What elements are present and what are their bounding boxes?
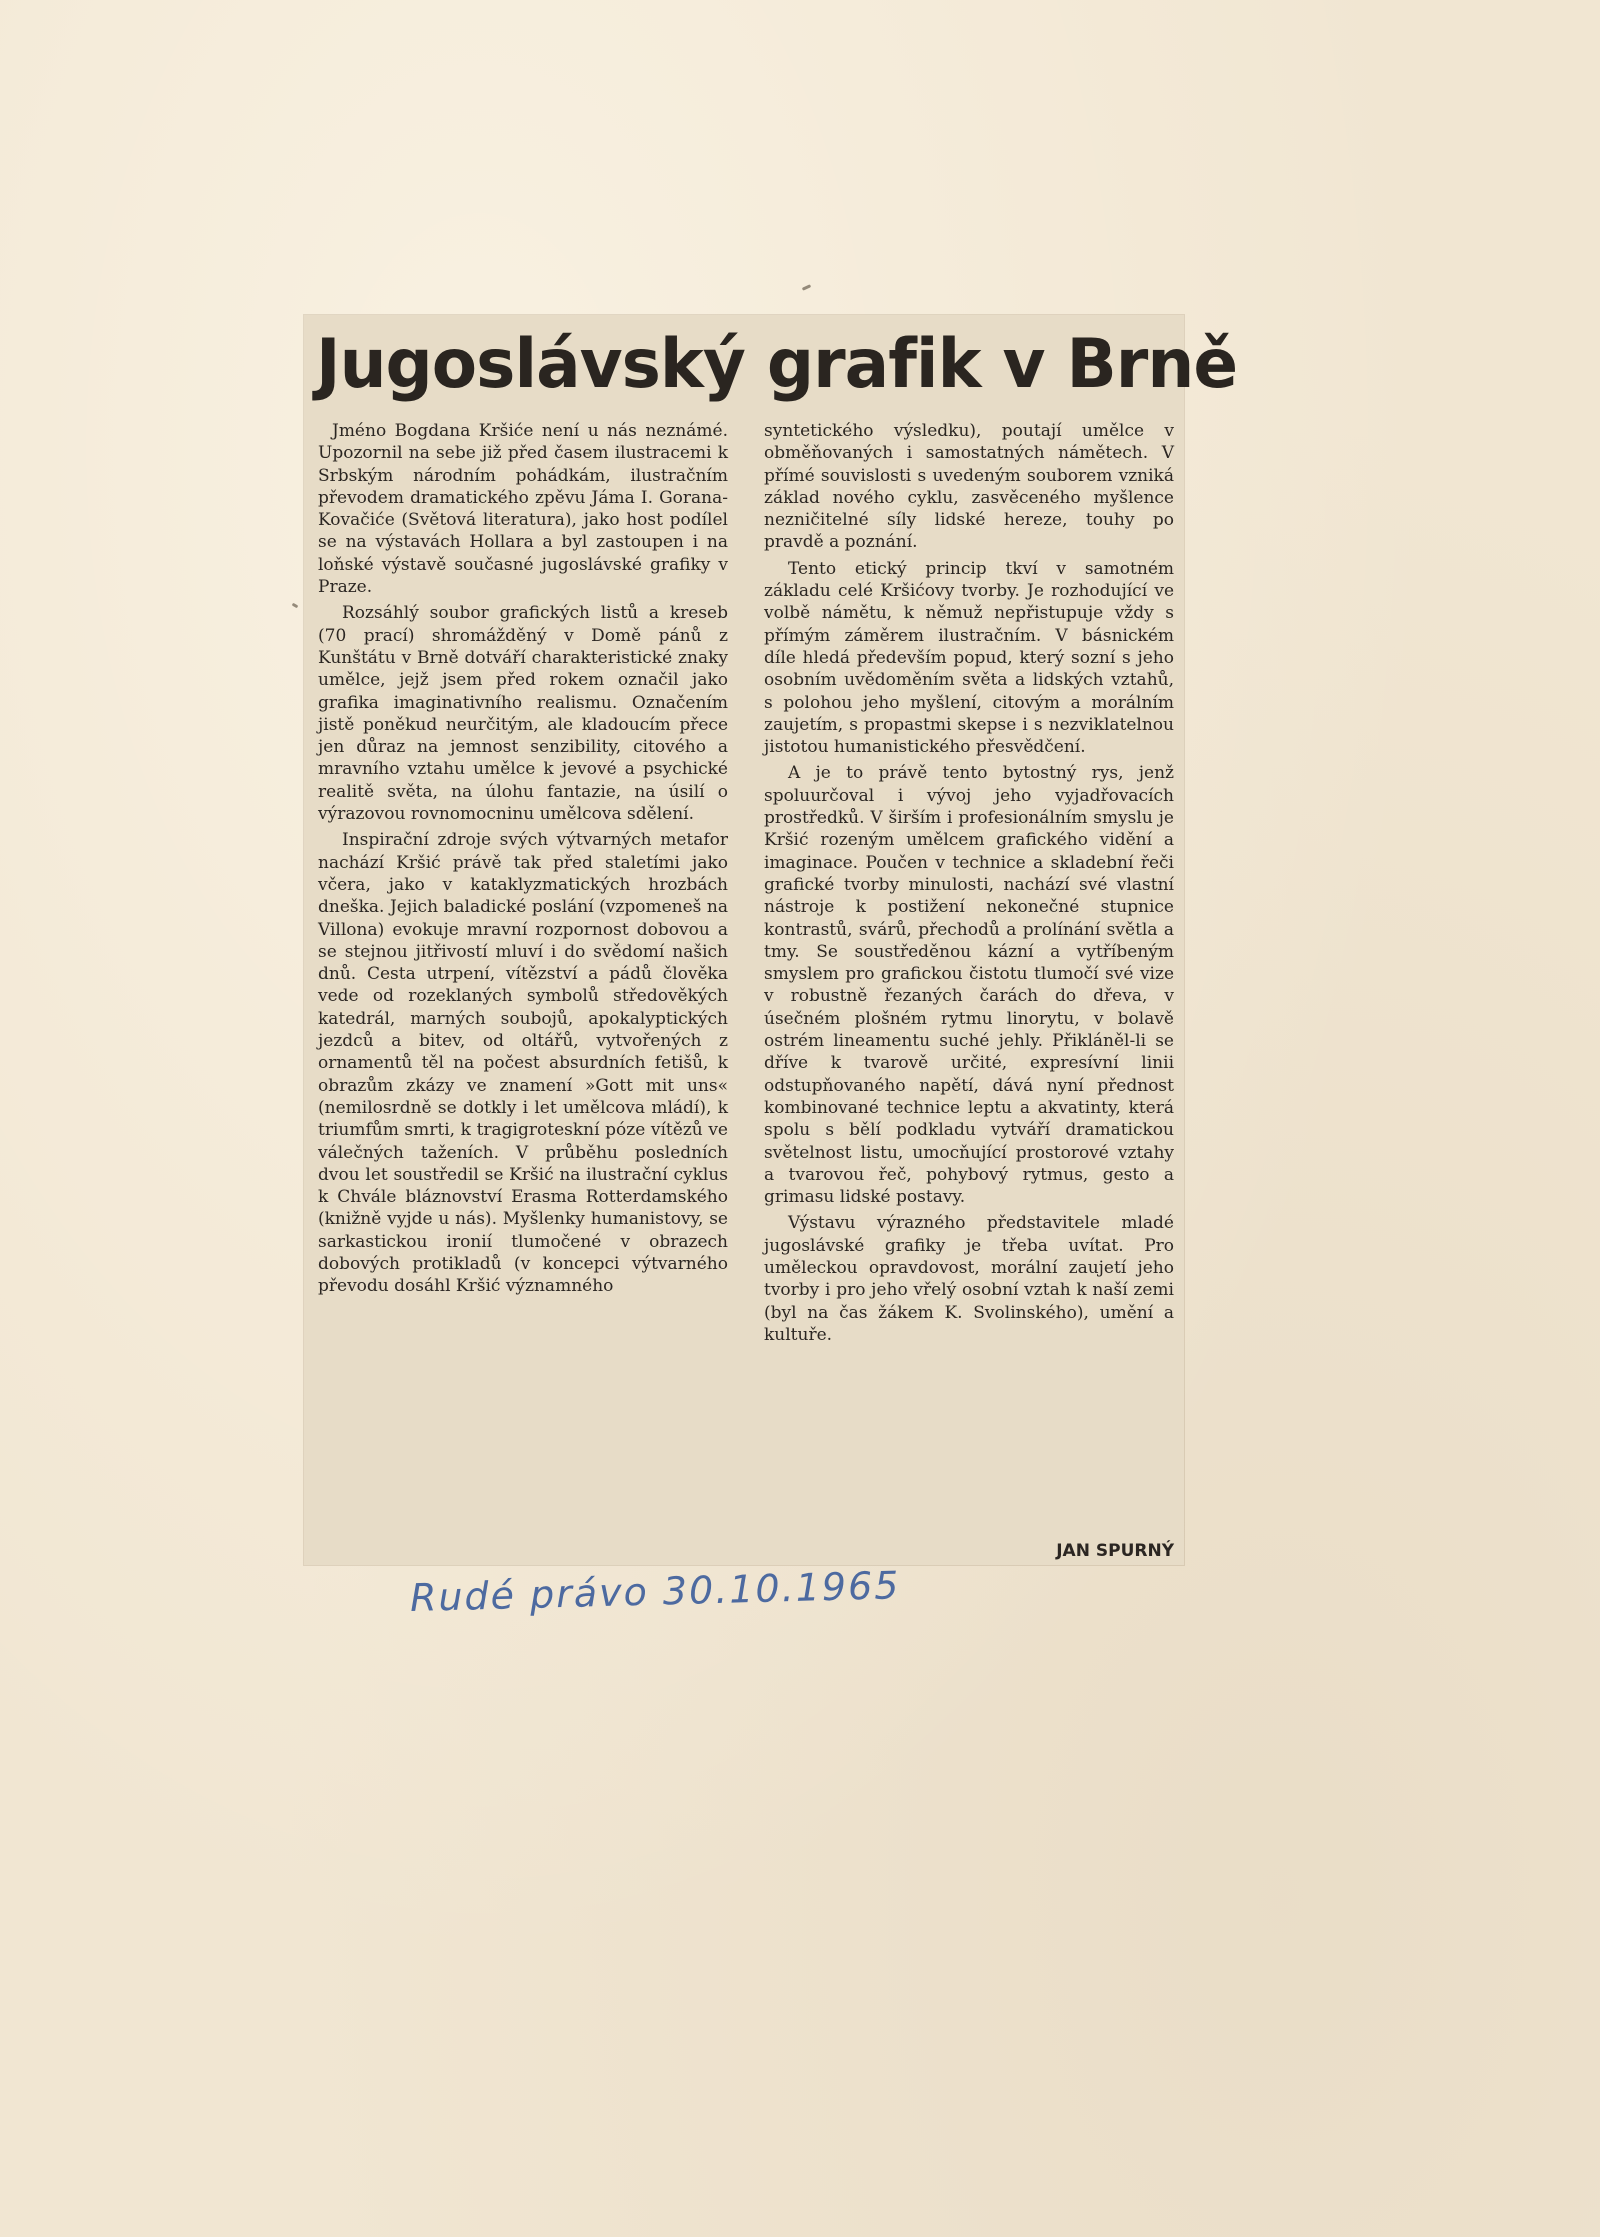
- author-byline: JAN SPURNÝ: [1056, 1541, 1174, 1561]
- handwritten-source-note: Rudé právo 30.10.1965: [409, 1563, 901, 1620]
- paragraph: Výstavu výrazného představitele mladé jugoslávské grafiky je třeba uvítat. Pro uměleckou opravdovost, morální zaujetí jeho tvorby i pro jeho vřelý osobní vztah k naší zemi (byl na čas žákem K. Svolinského), umění a kultuře.: [764, 1213, 1174, 1345]
- paragraph: A je to právě tento bytostný rys, jenž spoluurčoval i vývoj jeho vyjadřovacích prostředků. V širším i profesionálním smyslu je Kršić rozeným umělcem grafického vidění a imaginace. Poučen v technice a skladební řeči grafické tvorby minulosti, nachází své vlastní nástroje k postižení nekonečné stupnice kontrastů, svárů, přechodů a prolínání světla a tmy. Se soustředěnou kázní a vytříbeným smyslem pro grafickou čistotu tlumočí své vize v robustně řezaných čarách do dřeva, v úsečném plošném rytmu linorytu, v bolavě ostrém lineamentu suché jehly. Přikláněl-li se dříve k tvarově určité, expresívní linii odstupňovaného napětí, dává nyní přednost kombinované technice leptu a akvatinty, která spolu s bělí podkladu vytváří dramatickou světelnost listu, umocňující prostorové vztahy a tvarovou řeč, pohybový rytmus, gesto a grimasu lidské postavy.: [764, 763, 1174, 1208]
- paragraph: Inspirační zdroje svých výtvarných metafor nachází Kršić právě tak před staletími jako včera, jako v kataklyzmatických hrozbách dneška. Jejich baladické poslání (vzpomeneš na Villona) evokuje mravní rozpornost dobovou a se stejnou jitřivostí mluví i do svědomí našich dnů. Cesta utrpení, vítězství a pádů člověka vede od rozeklaných symbolů středověkých katedrál, marných soubojů, apokalyptických jezdců a bitev, od oltářů, vytvořených z ornamentů těl na počest absurdních fetišů, k obrazům zkázy ve znamení »Gott mit uns« (nemilosrdně se dotkly i let umělcova mládí), k triumfům smrti, k tragigroteskní póze vítězů ve válečných taženích. V průběhu posledních dvou let soustředil se Kršić na ilustrační cyklus k Chvále bláznovství Erasma Rotterdamského (knižně vyjde u nás). Myšlenky humanistovy, se sarkastickou ironií tlumočené v obrazech dobových protikladů (v koncepci výtvarného převodu dosáhl Kršić významného: [318, 830, 728, 1297]
- paragraph: syntetického výsledku), poutají umělce v obměňovaných i samostatných námětech. V přímé souvislosti s uvedeným souborem vzniká základ nového cyklu, zasvěceného myšlence nezničitelné síly lidské hereze, touhy po pravdě a poznání.: [764, 421, 1174, 553]
- paragraph: Tento etický princip tkví v samotném základu celé Kršićovy tvorby. Je rozhodující ve volbě námětu, k němuž nepřistupuje vždy s přímým záměrem ilustračním. V básnickém díle hledá především popud, který sozní s jeho osobním uvědoměním světa a lidských vztahů, s polohou jeho myšlení, citovým a morálním zaujetím, s propastmi skepse i s nezviklatelnou jistotou humanistického přesvědčení.: [764, 558, 1174, 758]
- article-headline: Jugoslávský grafik v Brně: [316, 325, 1238, 404]
- article-column-right: [764, 420, 1174, 1350]
- article-column-left: [318, 420, 728, 1302]
- paragraph: Rozsáhlý soubor grafických listů a kreseb (70 prací) shromážděný v Domě pánů z Kunštátu v Brně dotváří charakteristické znaky umělce, jejž jsem před rokem označil jako grafika imaginativního realismu. Označením jistě poněkud neurčitým, ale kladoucím přece jen důraz na jemnost senzibility, citového a mravního vztahu umělce k jevové a psychické realitě světa, na úlohu fantazie, na úsilí o výrazovou rovnomocninu umělcova sdělení.: [318, 603, 728, 825]
- paragraph: Jméno Bogdana Kršiće není u nás neznámé. Upozornil na sebe již před časem ilustracemi k Srbským národním pohádkám, ilustračním převodem dramatického zpěvu Jáma I. Gorana-Kovačiće (Světová literatura), jako host podílel se na výstavách Hollara a byl zastoupen i na loňské výstavě současné jugoslávské grafiky v Praze.: [318, 421, 728, 598]
